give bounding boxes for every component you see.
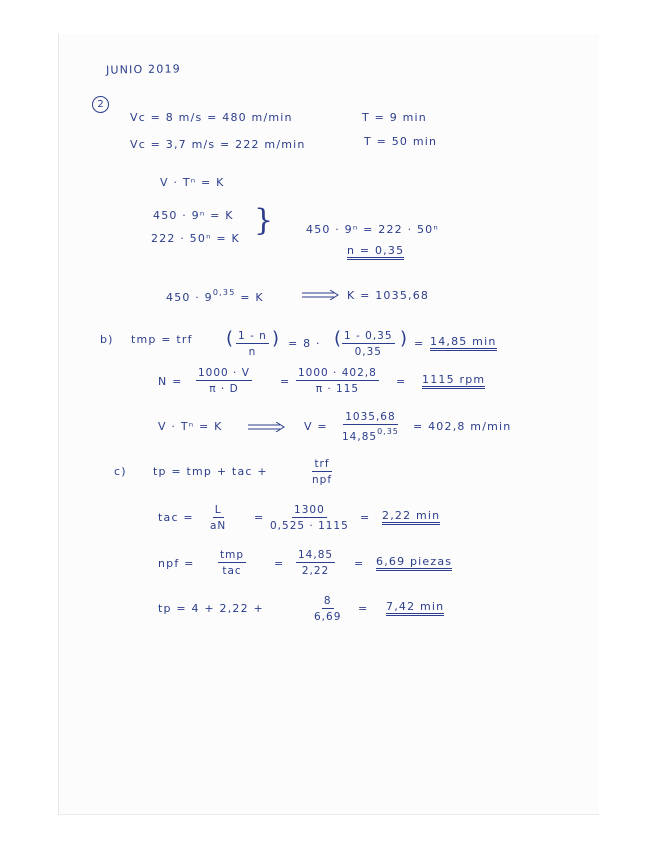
V-formula: V · Tⁿ = K xyxy=(158,420,223,433)
taylor-combined: 450 · 9ⁿ = 222 · 50ⁿ xyxy=(306,223,439,236)
N-fraction-1-num: 1000 · V xyxy=(198,367,250,379)
tp-fraction xyxy=(310,458,334,486)
N-fraction-2 xyxy=(296,367,379,395)
npf-equals-2: = xyxy=(354,557,365,570)
V-lhs: V = xyxy=(304,420,328,433)
tac-fraction-2-num: 1300 xyxy=(294,504,325,516)
tac-result: 2,22 min xyxy=(382,510,440,525)
tmp-fraction-num: 1 - n xyxy=(238,330,267,342)
tmp-fraction xyxy=(236,330,269,358)
part-b-label: b) xyxy=(100,333,114,346)
N-fraction-2-num: 1000 · 402,8 xyxy=(298,367,377,379)
tmp-fraction-2-num: 1 - 0,35 xyxy=(344,330,393,342)
tmp-paren-close: ) xyxy=(272,328,281,349)
npf-fraction-2-num: 14,85 xyxy=(298,549,334,561)
tac-equals-2: = xyxy=(360,511,371,524)
N-fraction-1 xyxy=(196,367,252,395)
npf-fraction-1-den: tac xyxy=(222,565,242,577)
k-expression-exponent: 0,35 xyxy=(212,288,236,297)
N-equals-2: = xyxy=(396,375,407,388)
taylor-eq-1: 450 · 9ⁿ = K xyxy=(153,209,234,222)
given-line-1-left: Vc = 8 m/s = 480 m/min xyxy=(130,111,293,124)
tp-final-fraction-den: 6,69 xyxy=(314,611,342,623)
tmp-equals: = 8 · xyxy=(288,337,321,350)
V-fraction-den-base: 14,85 xyxy=(342,431,378,443)
tmp-lhs: tmp = trf xyxy=(131,333,193,346)
taylor-formula: V · Tⁿ = K xyxy=(160,176,225,189)
k-expression-rhs: = K xyxy=(240,291,264,304)
tac-fraction-2 xyxy=(268,504,351,532)
implies-arrow-2 xyxy=(246,422,286,432)
tmp-fraction-2-den: 0,35 xyxy=(354,346,382,358)
N-fraction-1-den: π · D xyxy=(209,383,239,395)
tp-formula: tp = tmp + tac + xyxy=(153,465,268,478)
tac-fraction-1 xyxy=(208,504,228,532)
tac-fraction-1-den: aN xyxy=(210,520,227,532)
given-line-2-left: Vc = 3,7 m/s = 222 m/min xyxy=(130,138,306,151)
taylor-eq-2: 222 · 50ⁿ = K xyxy=(151,232,240,245)
given-line-2-right: T = 50 min xyxy=(364,135,438,148)
npf-fraction-2 xyxy=(296,549,335,577)
tmp-fraction-den: n xyxy=(248,346,257,358)
tp-final-result: 7,42 min xyxy=(386,601,444,616)
tp-final-lhs: tp = 4 + 2,22 + xyxy=(158,602,264,615)
implies-arrow-1 xyxy=(300,290,340,300)
N-lhs: N = xyxy=(158,375,183,388)
npf-fraction-1-num: tmp xyxy=(220,549,245,561)
tac-equals: = xyxy=(254,511,265,524)
tac-fraction-2-den: 0,525 · 1115 xyxy=(270,520,349,532)
tmp-paren2-open: ( xyxy=(334,328,343,349)
part-c-label: c) xyxy=(114,465,127,478)
tmp-paren2-close: ) xyxy=(400,328,409,349)
scanned-page xyxy=(58,34,599,815)
n-result: n = 0,35 xyxy=(347,245,404,260)
V-fraction-den-exponent: 0,35 xyxy=(377,427,399,436)
N-fraction-2-den: π · 115 xyxy=(315,383,360,395)
tp-fraction-num: trf xyxy=(314,458,330,470)
system-brace: } xyxy=(254,203,274,238)
npf-fraction-1 xyxy=(218,549,246,577)
N-result: 1115 rpm xyxy=(422,374,485,389)
k-result: K = 1035,68 xyxy=(347,289,430,302)
V-fraction xyxy=(340,411,401,443)
npf-result: 6,69 piezas xyxy=(376,556,452,571)
npf-fraction-2-den: 2,22 xyxy=(301,565,330,577)
tmp-equals-2: = xyxy=(414,337,425,350)
tmp-paren-open: ( xyxy=(226,328,235,349)
V-fraction-num: 1035,68 xyxy=(345,411,396,423)
V-result: = 402,8 m/min xyxy=(413,420,512,433)
tp-fraction-den: npf xyxy=(312,474,333,486)
k-expression-base: 450 · 9 xyxy=(166,291,213,304)
tmp-result: 14,85 min xyxy=(430,336,497,351)
N-equals: = xyxy=(280,375,291,388)
tac-lhs: tac = xyxy=(158,511,194,524)
tp-final-fraction-num: 8 xyxy=(323,595,332,607)
date-heading: JUNIO 2019 xyxy=(105,62,182,77)
problem-number-circle: 2 xyxy=(92,96,109,113)
npf-equals: = xyxy=(274,557,285,570)
k-expression xyxy=(166,289,264,303)
given-line-1-right: T = 9 min xyxy=(362,111,427,124)
tp-final-equals: = xyxy=(358,602,369,615)
tp-final-fraction xyxy=(312,595,343,623)
V-fraction-den xyxy=(340,425,401,443)
tmp-fraction-2 xyxy=(342,330,395,358)
tac-fraction-1-num: L xyxy=(214,504,222,516)
npf-lhs: npf = xyxy=(158,557,195,570)
